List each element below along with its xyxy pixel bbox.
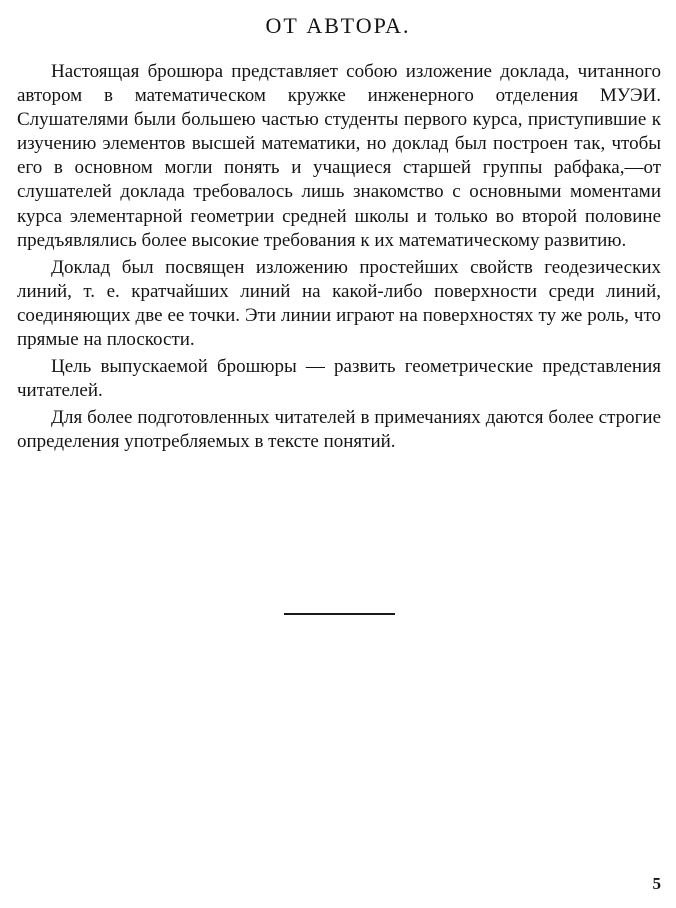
paragraph-2: Доклад был посвящен изложению простейших свойств геодезических линий, т. е. кратчайших линий на какой-либо поверхности среди линий, соединяющих две ее точки. Эти линии играют на поверхностях ту же роль, что прямые на плоскости. [17, 256, 661, 351]
paragraph-3: Цель выпускаемой брошюры — развить геометрические представления читателей. [17, 356, 661, 402]
section-divider [284, 613, 395, 615]
page-title: ОТ АВТОРА. [265, 13, 411, 38]
body-text [17, 60, 661, 458]
paragraph-4: Для более подготовленных читателей в примечаниях даются более строгие определения употребляемых в тексте понятий. [17, 407, 661, 453]
paragraph-1: Настоящая брошюра представляет собою изложение доклада, читанного автором в математическом кружке инженерного отделения МУЭИ. Слушателями были большею частью студенты первого курса, приступившие к изучению элементов высшей математики, но доклад был построен так, чтобы его в основном могли понять и учащиеся старшей группы рабфака,—от слушателей доклада требовалось лишь знакомство с основными моментами курса элементарной геометрии средней школы и только во второй половине предъявлялись более высокие требования к их математическому развитию. [17, 61, 661, 251]
page-number: 5 [652, 874, 661, 893]
